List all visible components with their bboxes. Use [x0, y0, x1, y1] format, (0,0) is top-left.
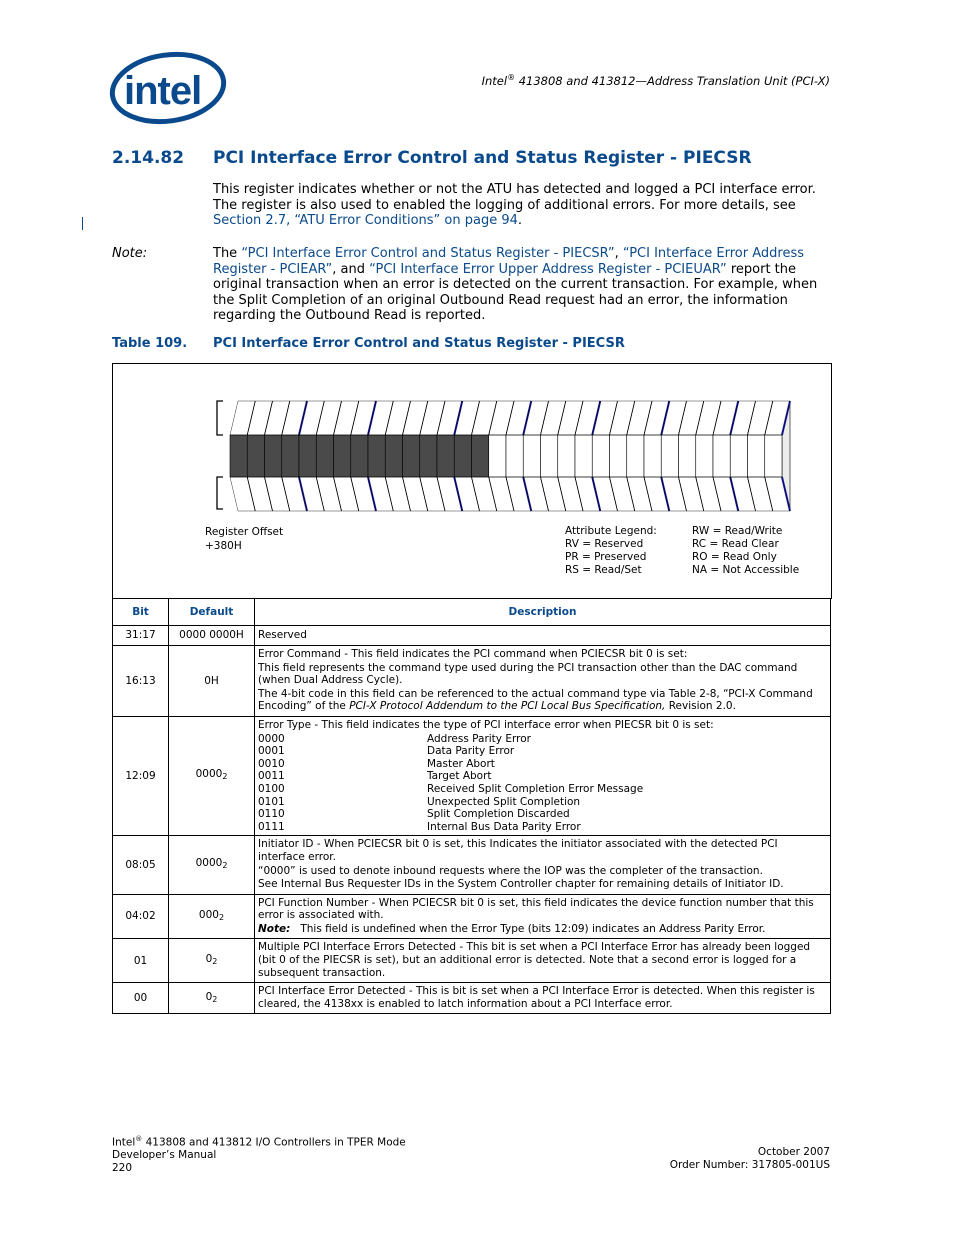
note-paragraph — [213, 246, 833, 324]
encoding-meaning: Split Completion Discarded — [427, 808, 570, 821]
bit-cell: 16:13 — [113, 646, 169, 717]
encoding-row — [258, 770, 827, 783]
default-cell — [169, 894, 255, 939]
register-table — [112, 598, 831, 1014]
bit-cell — [696, 435, 713, 477]
default-cell — [169, 716, 255, 835]
default-cell: 0000 0000H — [169, 626, 255, 646]
intel-logo — [108, 48, 228, 128]
section-title: PCI Interface Error Control and Status Register - PIECSR — [213, 148, 752, 168]
bit-cell — [351, 435, 368, 477]
description-cell — [255, 894, 831, 939]
encoding-meaning: Internal Bus Data Parity Error — [427, 820, 581, 833]
desc-line — [258, 688, 827, 713]
default-value: 000 — [198, 908, 219, 921]
table-row — [113, 894, 831, 939]
legend-item: RW = Read/Write — [692, 525, 783, 537]
bit-cell — [247, 435, 264, 477]
bit-cell — [454, 435, 471, 477]
encoding-row — [258, 733, 827, 746]
bit-cell: 12:09 — [113, 716, 169, 835]
bit-cell — [265, 435, 282, 477]
note-text-2: , — [614, 246, 623, 261]
default-cell — [169, 983, 255, 1014]
header-trademark: ® — [507, 73, 516, 82]
bit-cell: 04:02 — [113, 894, 169, 939]
footer-brand: Intel — [112, 1136, 136, 1149]
default-value: 0000 — [195, 768, 223, 781]
encoding-row — [258, 796, 827, 809]
register-offset — [205, 525, 283, 553]
bit-cell — [523, 435, 540, 477]
table-number: Table 109. — [112, 336, 188, 351]
bit-cell — [506, 435, 523, 477]
register-offset-label: Register Offset — [205, 526, 284, 538]
desc-line: Error Type - This field indicates the type of PCI interface error when PIECSR bit 0 is set: — [258, 718, 714, 731]
bit-cell — [230, 435, 247, 477]
default-cell — [169, 836, 255, 894]
encoding-meaning: Address Parity Error — [427, 732, 531, 745]
bit-cell — [610, 435, 627, 477]
footer-line2: Developer’s Manual — [112, 1149, 217, 1161]
description-cell — [255, 646, 831, 717]
attribute-legend-right — [692, 525, 799, 577]
default-radix: 2 — [212, 994, 218, 1004]
legend-item: RV = Reserved — [565, 538, 644, 550]
bit-cell — [713, 435, 730, 477]
encoding-row — [258, 758, 827, 771]
intro-end: . — [517, 213, 523, 229]
col-default-header: Default — [169, 599, 255, 626]
logo-text: intel — [124, 69, 202, 113]
bit-cell — [592, 435, 609, 477]
bit-cell — [385, 435, 402, 477]
description-cell — [255, 939, 831, 983]
footer-order-number: Order Number: 317805-001US — [669, 1158, 830, 1171]
bit-cell — [368, 435, 385, 477]
legend-item: NA = Not Accessible — [692, 564, 800, 576]
table-title: PCI Interface Error Control and Status Register - PIECSR — [213, 336, 625, 351]
encoding-code: 0010 — [258, 757, 285, 770]
bit-cell — [282, 435, 299, 477]
note-text-4: report the original transaction when an error is detected on the current transaction. For example, when the Split Completion of an original Outbound Read request had an error, the information regarding the Outbound Read is reported. — [213, 261, 818, 324]
default-radix: 2 — [222, 772, 228, 782]
encoding-code: 0011 — [258, 770, 285, 783]
note-label: Note: — [258, 922, 291, 935]
footer-title — [112, 1133, 406, 1149]
desc-line: This field represents the command type used during the PCI transaction other than the DAC command (when Dual Address Cycle). — [258, 661, 798, 687]
table-row — [113, 626, 831, 646]
section-number: 2.14.82 — [112, 148, 185, 168]
bit-cell — [299, 435, 316, 477]
default-value: 0 — [205, 953, 213, 966]
default-cell — [169, 939, 255, 983]
default-value: 0000 — [195, 857, 223, 870]
legend-item: PR = Preserved — [565, 551, 647, 563]
intro-paragraph — [213, 182, 833, 229]
footer-left — [112, 1133, 406, 1174]
bit-cell — [765, 435, 782, 477]
default-cell: 0H — [169, 646, 255, 717]
footer-line1: 413808 and 413812 I/O Controllers in TPER Mode — [145, 1136, 406, 1149]
bit-cell — [316, 435, 333, 477]
bit-cell: 31:17 — [113, 626, 169, 646]
encoding-meaning: Master Abort — [427, 757, 495, 770]
desc-line: Error Command - This field indicates the PCI command when PCIECSR bit 0 is set: — [258, 648, 688, 660]
encoding-meaning: Unexpected Split Completion — [427, 795, 581, 808]
intro-text: This register indicates whether or not the ATU has detected and logged a PCI interface error. The register is also used to enabled the logging of additional errors. For more details, see — [213, 182, 816, 213]
desc-line: PCI Interface Error Detected - This is bit is set when a PCI Interface Error is detected. When this register is cleared, the 4138xx is enabled to latch information about a PCI Interface error. — [258, 985, 815, 1010]
header-brand: Intel — [481, 73, 508, 88]
bit-cell: 01 — [113, 939, 169, 983]
encoding-meaning: Received Split Completion Error Message — [427, 782, 644, 795]
table-header-row — [113, 599, 831, 626]
legend-item: RS = Read/Set — [565, 564, 642, 576]
encoding-code: 0111 — [258, 820, 285, 833]
bit-cell — [730, 435, 747, 477]
header-text: 413808 and 413812—Address Translation Unit (PCI-X) — [518, 73, 830, 88]
desc-line: PCI Function Number - When PCIECSR bit 0 is set, this field indicates the device function number that this error is associated with. — [258, 896, 814, 922]
encoding-code: 0101 — [258, 795, 285, 808]
bit-cell — [661, 435, 678, 477]
encoding-row — [258, 821, 827, 834]
encoding-row — [258, 808, 827, 821]
bit-cell — [472, 435, 489, 477]
table-row — [113, 983, 831, 1014]
default-radix: 2 — [218, 912, 225, 922]
note-text: This field is undefined when the Error Type (bits 12:09) indicates an Address Parity Error. — [300, 922, 766, 935]
bit-cell — [575, 435, 592, 477]
bit-cell — [489, 435, 506, 477]
bit-cell — [334, 435, 351, 477]
legend-title: Attribute Legend: — [565, 525, 657, 537]
footer-date: October 2007 — [757, 1146, 830, 1158]
footer-right — [600, 1146, 830, 1171]
section-link[interactable]: Section 2.7, “ATU Error Conditions” on page 94 — [213, 213, 518, 229]
desc-line: “0000” is used to denote inbound requests where the IOP was the completer of the transaction. — [258, 864, 763, 877]
table-row — [113, 939, 831, 983]
footer-trademark: ® — [135, 1135, 143, 1143]
desc-text: Revision 2.0. — [665, 700, 736, 713]
legend-item: RC = Read Clear — [692, 538, 779, 550]
bit-cell — [644, 435, 661, 477]
table-row — [113, 716, 831, 835]
description-cell — [255, 836, 831, 894]
encoding-code: 0110 — [258, 808, 285, 821]
table-row — [113, 646, 831, 717]
encoding-code: 0001 — [258, 745, 285, 758]
encoding-code: 0000 — [258, 732, 285, 745]
desc-line: Multiple PCI Interface Errors Detected - This bit is set when a PCI Interface Error has already been logged (bit 0 of the PIECSR is set), but an additional error is detected. Note that a second error is logged for a subsequent transaction. — [258, 941, 811, 979]
bit-cell — [679, 435, 696, 477]
col-description-header: Description — [255, 599, 831, 626]
note-label: Note: — [112, 246, 148, 261]
bit-cell — [437, 435, 454, 477]
default-value: 0 — [205, 990, 213, 1003]
footer-page-number: 220 — [112, 1161, 133, 1174]
bracket-bottom — [217, 477, 223, 509]
description-cell — [255, 716, 831, 835]
col-bit-header: Bit — [113, 599, 169, 626]
bit-cell — [748, 435, 765, 477]
attribute-legend — [565, 525, 657, 577]
register-bit-diagram — [205, 393, 805, 515]
encoding-meaning: Data Parity Error — [427, 745, 515, 758]
desc-text: The 4-bit code in this field can be referenced to the actual command type via Table 2-8, “PCI-X Command Encoding” of the — [258, 687, 813, 713]
bit-cell — [420, 435, 437, 477]
pcieuar-link[interactable]: “PCI Interface Error Upper Address Register - PCIEUAR” — [369, 261, 727, 277]
encoding-code: 0100 — [258, 782, 285, 795]
note-text-3: , and — [332, 261, 370, 277]
note-text-1: The — [213, 246, 242, 261]
bracket-top — [217, 401, 223, 435]
table-row — [113, 836, 831, 894]
change-bar — [82, 217, 83, 230]
encoding-meaning: Target Abort — [427, 770, 492, 783]
default-radix: 2 — [212, 957, 218, 967]
legend-item: RO = Read Only — [692, 551, 777, 563]
desc-line: Initiator ID - When PCIECSR bit 0 is set, this Indicates the initiator associated with the detected PCI interface error. — [258, 838, 778, 863]
encoding-row — [258, 745, 827, 758]
pciear-link[interactable]: “PCI Interface Error Address Register - PCIEAR” — [213, 246, 805, 277]
bit-cell — [627, 435, 644, 477]
bit-cell — [541, 435, 558, 477]
register-offset-value: +380H — [205, 540, 242, 552]
desc-note — [258, 923, 827, 936]
encoding-row — [258, 783, 827, 796]
description-cell — [255, 983, 831, 1014]
piecsr-link[interactable]: “PCI Interface Error Control and Status Register - PIECSR” — [241, 246, 615, 261]
page-header — [430, 73, 830, 88]
description-cell: Reserved — [255, 626, 831, 646]
desc-line: See Internal Bus Requester IDs in the System Controller chapter for remaining details of Initiator ID. — [258, 878, 784, 891]
bit-cell — [403, 435, 420, 477]
bit-cell: 08:05 — [113, 836, 169, 894]
bit-cell: 00 — [113, 983, 169, 1014]
bit-cell — [558, 435, 575, 477]
default-radix: 2 — [222, 861, 228, 871]
spec-title: PCI-X Protocol Addendum to the PCI Local Bus Specification, — [349, 700, 666, 713]
